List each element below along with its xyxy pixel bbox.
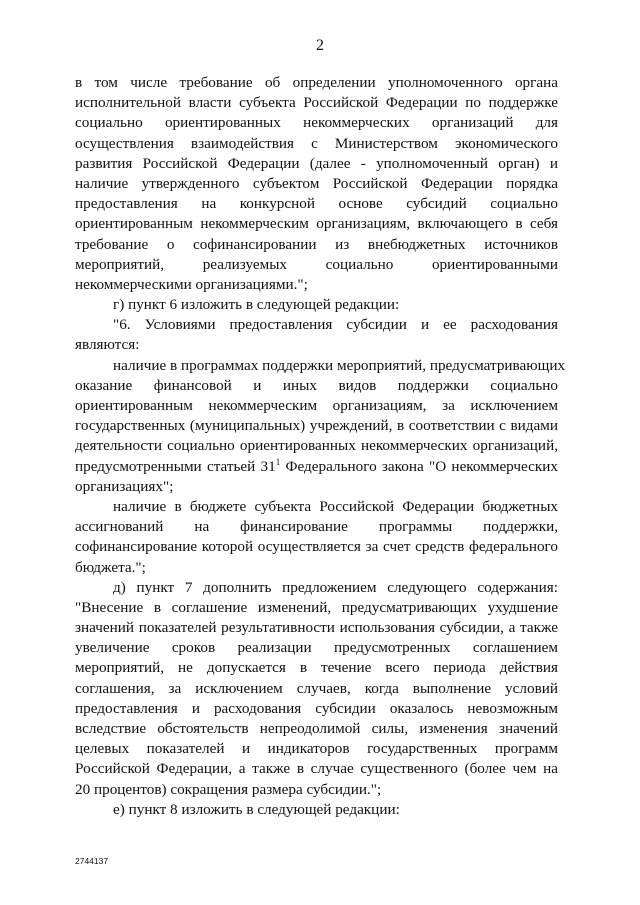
line-text: государственных (муниципальных) учреждений, в соответствии с видами — [75, 417, 558, 435]
text-line — [75, 396, 558, 416]
text-line — [75, 618, 558, 638]
text-line — [75, 73, 558, 93]
text-line — [75, 558, 558, 578]
text-line — [75, 658, 558, 678]
line-text: организациях"; — [75, 477, 174, 495]
text-line — [75, 497, 558, 517]
line-text: наличие в бюджете субъекта Российской Федерации бюджетных — [113, 497, 558, 515]
text-line — [75, 638, 558, 658]
line-text: соглашения, за исключением случаев, когда выполнение условий — [75, 679, 558, 697]
text-line — [75, 739, 558, 759]
text-line — [75, 477, 558, 497]
line-text: предоставления на конкурсной основе субсидий социально — [75, 195, 558, 213]
line-text: исполнительной власти субъекта Российской Федерации по поддержке — [75, 94, 558, 112]
text-line — [75, 578, 558, 598]
text-line — [75, 517, 558, 537]
text-line — [75, 416, 558, 436]
text-line — [75, 457, 558, 477]
line-text: наличие утвержденного субъектом Российской Федерации порядка — [75, 174, 558, 192]
text-line — [75, 679, 558, 699]
line-text: требование о софинансировании из внебюджетных источников — [75, 235, 558, 253]
line-text: 20 процентов) сокращения размера субсидии."; — [75, 780, 382, 798]
line-text: ассигнований на финансирование программы поддержки, — [75, 518, 558, 536]
text-line — [75, 194, 558, 214]
line-text: развития Российской Федерации (далее - уполномоченный орган) и — [75, 154, 558, 172]
line-text: мероприятий, реализуемых социально ориентированными — [75, 255, 558, 273]
text-line — [75, 436, 558, 456]
line-text: осуществления взаимодействия с Министерством экономического — [75, 134, 558, 152]
text-line — [75, 295, 558, 315]
line-text: предусмотренными статьей 31 — [75, 457, 276, 475]
text-line — [75, 598, 558, 618]
line-text-continued: Федерального закона "О некоммерческих — [280, 457, 558, 475]
line-text: ориентированным некоммерческим организациям, за исключением — [75, 397, 558, 414]
text-line — [75, 174, 558, 194]
line-text: г) пункт 6 изложить в следующей редакции: — [113, 296, 400, 314]
text-line — [75, 759, 558, 779]
page-number: 2 — [316, 37, 324, 54]
line-text: бюджета."; — [75, 558, 146, 576]
text-line — [75, 154, 558, 174]
text-line — [75, 214, 558, 234]
line-text: "Внесение в соглашение изменений, предусматривающих ухудшение — [75, 598, 558, 616]
text-line — [75, 275, 558, 295]
line-text: являются: — [75, 336, 140, 354]
line-text: наличие в программах поддержки мероприятий, предусматривающих — [113, 356, 566, 374]
line-text: "6. Условиями предоставления субсидии и ее расходования — [113, 316, 558, 334]
text-line — [75, 376, 558, 396]
line-text: социально ориентированных некоммерческих организаций для — [75, 114, 558, 132]
document-body — [75, 73, 566, 820]
line-text: ориентированным некоммерческим организациям, включающего в себя — [75, 215, 558, 233]
line-text: увеличение сроков реализации предусмотренных соглашением — [75, 639, 558, 657]
line-text: вследствие обстоятельств непреодолимой силы, изменения значений — [75, 720, 558, 737]
line-text: мероприятий, не допускается в течение всего периода действия — [75, 659, 558, 677]
text-line — [75, 800, 558, 820]
line-text: значений показателей результативности использования субсидии, а также — [75, 619, 558, 637]
text-line — [75, 719, 558, 739]
text-line — [75, 235, 558, 255]
text-line — [75, 93, 558, 113]
line-text: целевых показателей и индикаторов государственных программ — [75, 740, 558, 758]
text-line — [75, 335, 558, 355]
text-line — [75, 780, 558, 800]
line-text: предоставления и расходования субсидии оказалось невозможным — [75, 699, 558, 717]
line-text: некоммерческими организациями."; — [75, 275, 308, 293]
line-text: е) пункт 8 изложить в следующей редакции: — [113, 800, 400, 818]
line-text: в том числе требование об определении уполномоченного органа — [75, 74, 558, 91]
text-line — [75, 537, 558, 557]
text-line — [75, 255, 558, 275]
text-line — [75, 315, 558, 335]
line-text: оказание финансовой и иных видов поддержки социально — [75, 376, 558, 394]
text-line — [75, 699, 558, 719]
line-text: деятельности социально ориентированных некоммерческих организаций, — [75, 437, 558, 455]
text-line — [75, 356, 566, 376]
line-text: софинансирование которой осуществляется за счет средств федерального — [75, 538, 558, 556]
document-code: 2744137 — [75, 856, 109, 866]
superscript: 1 — [275, 456, 281, 467]
line-text: д) пункт 7 дополнить предложением следующего содержания: — [113, 578, 558, 596]
text-line — [75, 113, 558, 133]
text-line — [75, 134, 558, 154]
line-text: Российской Федерации, а также в случае существенного (более чем на — [75, 760, 558, 778]
